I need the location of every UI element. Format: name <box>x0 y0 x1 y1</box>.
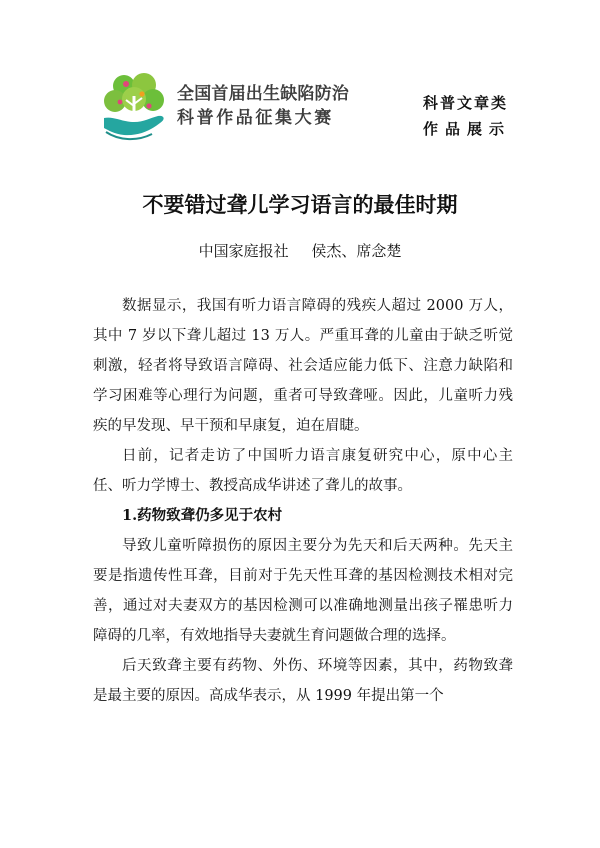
contest-title <box>177 83 349 129</box>
article-body <box>93 291 513 711</box>
category-line1: 科普文章类 <box>423 94 509 112</box>
paragraph: 后天致聋主要有药物、外伤、环境等因素，其中，药物致聋是最主要的原因。高成华表示，从 1999 年提出第一个 <box>93 658 513 704</box>
section-heading: 1.药物致聋仍多见于农村 <box>122 507 283 524</box>
paragraph: 日前，记者走访了中国听力语言康复研究中心，原中心主任、听力学博士、教授高成华讲述了聋儿的故事。 <box>93 448 513 494</box>
byline <box>0 240 600 262</box>
contest-title-line1: 全国首届出生缺陷防治 <box>177 84 349 104</box>
contest-title-line2: 科普作品征集大赛 <box>177 108 334 128</box>
byline-authors: 侯杰、席念楚 <box>311 242 402 260</box>
paragraph: 导致儿童听障损伤的原因主要分为先天和后天两种。先天主要是指遗传性耳聋，目前对于先天性耳聋的基因检测技术相对完善，通过对夫妻双方的基因检测可以准确地测量出孩子罹患听力障碍的几率，有效地指导夫妻就生育问题做合理的选择。 <box>93 538 513 644</box>
article-title: 不要错过聋儿学习语言的最佳时期 <box>142 192 458 217</box>
category-line2: 作品展示 <box>423 120 512 138</box>
byline-org: 中国家庭报社 <box>198 242 289 260</box>
category-label <box>423 93 511 139</box>
paragraph: 数据显示，我国有听力语言障碍的残疾人超过 2000 万人，其中 7 岁以下聋儿超过 13 万人。严重耳聋的儿童由于缺乏听觉刺激，轻者将导致语言障碍、社会适应能力低下、注意力缺陷和学习困难等心理行为问题，重者可导致聋哑。因此，儿童听力残疾的早发现、早干预和早康复，迫在眉睫。 <box>93 298 513 434</box>
tree-in-hand-icon <box>100 72 168 144</box>
